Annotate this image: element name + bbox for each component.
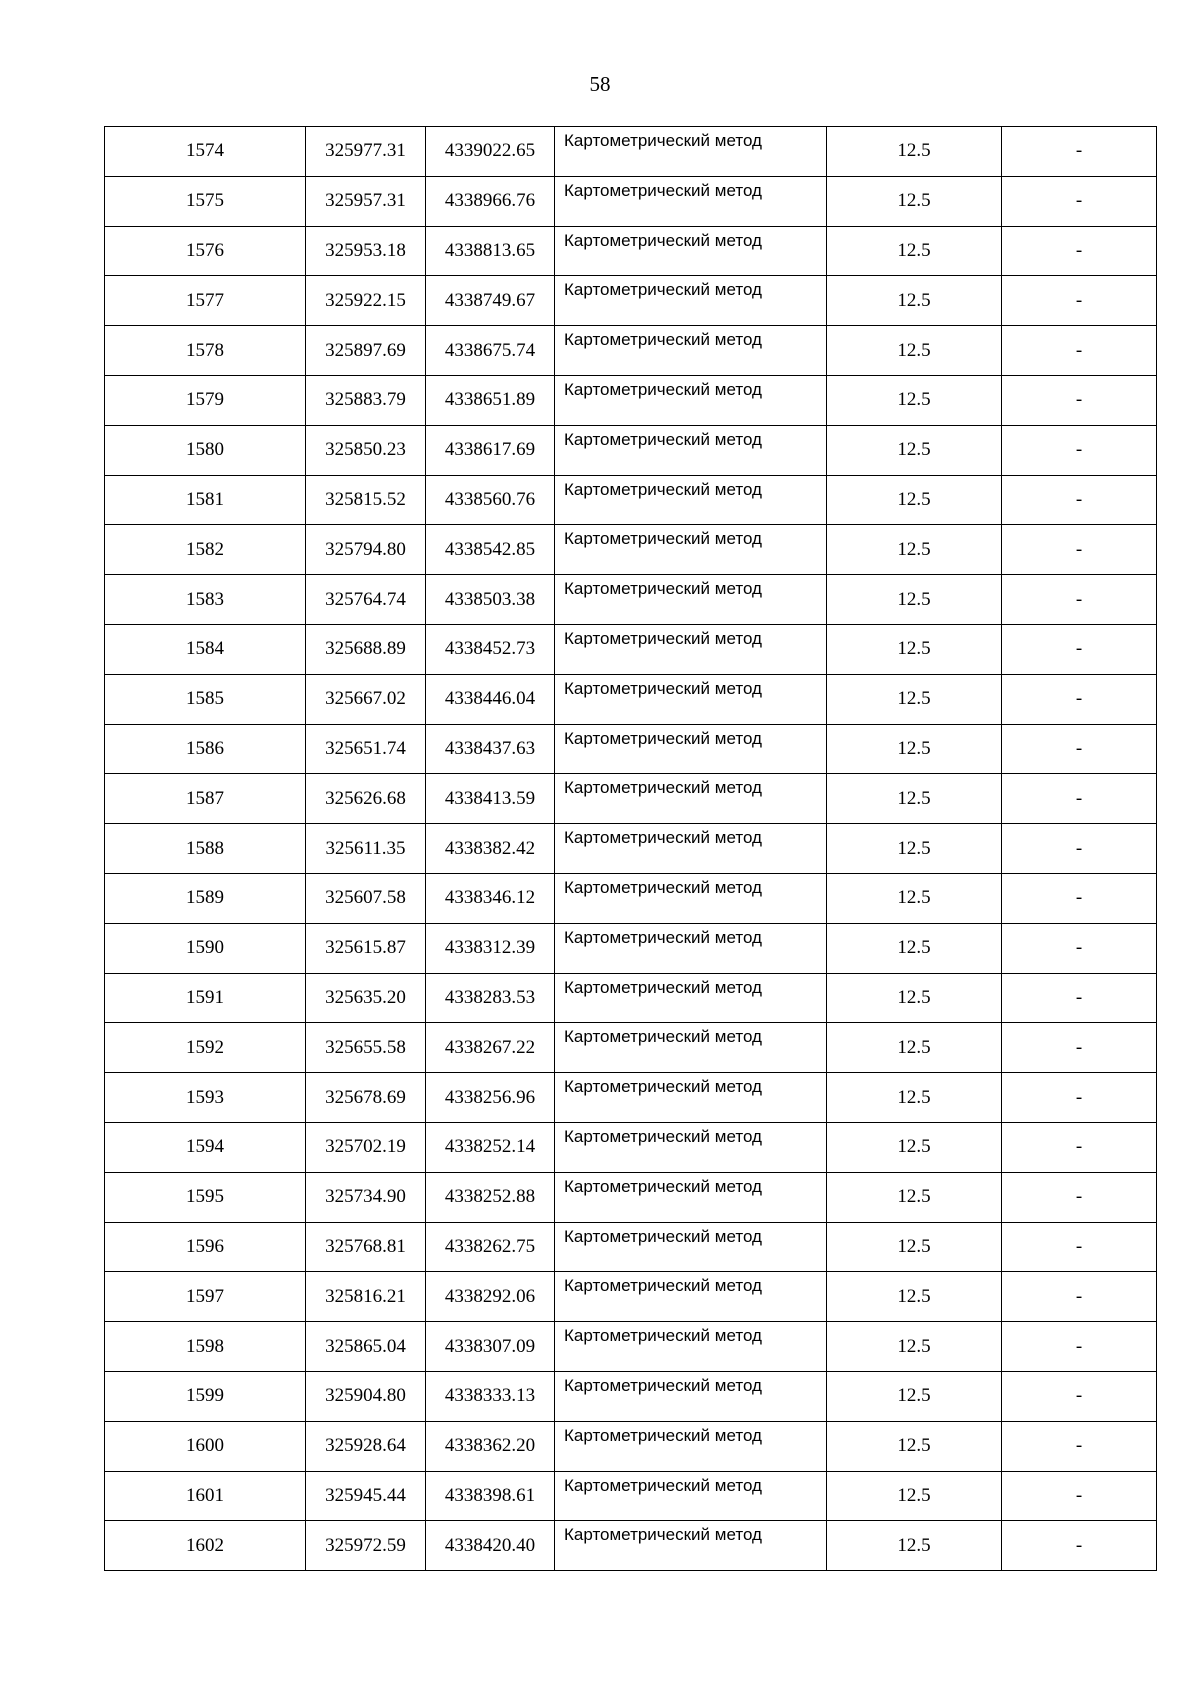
method-cell: Картометрический метод	[555, 1122, 827, 1172]
method-cell: Картометрический метод	[555, 326, 827, 376]
point-number-cell: 1578	[105, 326, 306, 376]
point-number-cell: 1582	[105, 525, 306, 575]
table-row	[105, 276, 1157, 326]
y-coordinate-cell: 4338267.22	[426, 1023, 555, 1073]
method-cell: Картометрический метод	[555, 873, 827, 923]
x-coordinate-cell: 325977.31	[306, 127, 426, 177]
coordinates-table-body	[105, 127, 1157, 1571]
y-coordinate-cell: 4338651.89	[426, 375, 555, 425]
x-coordinate-cell: 325615.87	[306, 923, 426, 973]
table-row	[105, 624, 1157, 674]
description-cell: -	[1002, 1521, 1157, 1571]
description-cell: -	[1002, 326, 1157, 376]
point-number-cell: 1593	[105, 1073, 306, 1123]
x-coordinate-cell: 325945.44	[306, 1471, 426, 1521]
accuracy-cell: 12.5	[827, 1521, 1002, 1571]
x-coordinate-cell: 325904.80	[306, 1371, 426, 1421]
method-cell: Картометрический метод	[555, 525, 827, 575]
description-cell: -	[1002, 624, 1157, 674]
accuracy-cell: 12.5	[827, 1471, 1002, 1521]
accuracy-cell: 12.5	[827, 375, 1002, 425]
table-row	[105, 1172, 1157, 1222]
table-row	[105, 425, 1157, 475]
table-row	[105, 1471, 1157, 1521]
y-coordinate-cell: 4338346.12	[426, 873, 555, 923]
x-coordinate-cell: 325815.52	[306, 475, 426, 525]
table-row	[105, 1371, 1157, 1421]
accuracy-cell: 12.5	[827, 624, 1002, 674]
x-coordinate-cell: 325883.79	[306, 375, 426, 425]
method-cell: Картометрический метод	[555, 973, 827, 1023]
description-cell: -	[1002, 973, 1157, 1023]
page-number: 58	[589, 72, 611, 96]
y-coordinate-cell: 4338292.06	[426, 1272, 555, 1322]
x-coordinate-cell: 325972.59	[306, 1521, 426, 1571]
description-cell: -	[1002, 176, 1157, 226]
table-row	[105, 575, 1157, 625]
point-number-cell: 1585	[105, 674, 306, 724]
accuracy-cell: 12.5	[827, 1322, 1002, 1372]
y-coordinate-cell: 4338446.04	[426, 674, 555, 724]
point-number-cell: 1597	[105, 1272, 306, 1322]
y-coordinate-cell: 4338362.20	[426, 1421, 555, 1471]
x-coordinate-cell: 325865.04	[306, 1322, 426, 1372]
accuracy-cell: 12.5	[827, 176, 1002, 226]
accuracy-cell: 12.5	[827, 1172, 1002, 1222]
x-coordinate-cell: 325794.80	[306, 525, 426, 575]
accuracy-cell: 12.5	[827, 724, 1002, 774]
description-cell: -	[1002, 276, 1157, 326]
table-row	[105, 1122, 1157, 1172]
y-coordinate-cell: 4338307.09	[426, 1322, 555, 1372]
x-coordinate-cell: 325655.58	[306, 1023, 426, 1073]
table-row	[105, 226, 1157, 276]
table-row	[105, 475, 1157, 525]
method-cell: Картометрический метод	[555, 1322, 827, 1372]
point-number-cell: 1588	[105, 824, 306, 874]
point-number-cell: 1594	[105, 1122, 306, 1172]
y-coordinate-cell: 4338966.76	[426, 176, 555, 226]
method-cell: Картометрический метод	[555, 1272, 827, 1322]
method-cell: Картометрический метод	[555, 724, 827, 774]
description-cell: -	[1002, 1073, 1157, 1123]
point-number-cell: 1592	[105, 1023, 306, 1073]
x-coordinate-cell: 325764.74	[306, 575, 426, 625]
description-cell: -	[1002, 226, 1157, 276]
x-coordinate-cell: 325922.15	[306, 276, 426, 326]
x-coordinate-cell: 325850.23	[306, 425, 426, 475]
description-cell: -	[1002, 1322, 1157, 1372]
x-coordinate-cell: 325768.81	[306, 1222, 426, 1272]
table-row	[105, 973, 1157, 1023]
y-coordinate-cell: 4338560.76	[426, 475, 555, 525]
description-cell: -	[1002, 1172, 1157, 1222]
table-row	[105, 774, 1157, 824]
y-coordinate-cell: 4338617.69	[426, 425, 555, 475]
description-cell: -	[1002, 824, 1157, 874]
method-cell: Картометрический метод	[555, 575, 827, 625]
point-number-cell: 1600	[105, 1421, 306, 1471]
accuracy-cell: 12.5	[827, 1222, 1002, 1272]
point-number-cell: 1602	[105, 1521, 306, 1571]
method-cell: Картометрический метод	[555, 375, 827, 425]
description-cell: -	[1002, 1471, 1157, 1521]
accuracy-cell: 12.5	[827, 575, 1002, 625]
method-cell: Картометрический метод	[555, 1521, 827, 1571]
method-cell: Картометрический метод	[555, 425, 827, 475]
accuracy-cell: 12.5	[827, 425, 1002, 475]
x-coordinate-cell: 325816.21	[306, 1272, 426, 1322]
y-coordinate-cell: 4338252.88	[426, 1172, 555, 1222]
point-number-cell: 1591	[105, 973, 306, 1023]
point-number-cell: 1598	[105, 1322, 306, 1372]
description-cell: -	[1002, 1272, 1157, 1322]
table-row	[105, 525, 1157, 575]
method-cell: Картометрический метод	[555, 1371, 827, 1421]
table-row	[105, 1421, 1157, 1471]
description-cell: -	[1002, 1023, 1157, 1073]
method-cell: Картометрический метод	[555, 1023, 827, 1073]
point-number-cell: 1584	[105, 624, 306, 674]
accuracy-cell: 12.5	[827, 674, 1002, 724]
y-coordinate-cell: 4338312.39	[426, 923, 555, 973]
description-cell: -	[1002, 1122, 1157, 1172]
description-cell: -	[1002, 1421, 1157, 1471]
table-row	[105, 724, 1157, 774]
description-cell: -	[1002, 127, 1157, 177]
accuracy-cell: 12.5	[827, 326, 1002, 376]
point-number-cell: 1579	[105, 375, 306, 425]
x-coordinate-cell: 325667.02	[306, 674, 426, 724]
y-coordinate-cell: 4338813.65	[426, 226, 555, 276]
point-number-cell: 1580	[105, 425, 306, 475]
x-coordinate-cell: 325626.68	[306, 774, 426, 824]
table-row	[105, 127, 1157, 177]
description-cell: -	[1002, 674, 1157, 724]
method-cell: Картометрический метод	[555, 674, 827, 724]
description-cell: -	[1002, 724, 1157, 774]
x-coordinate-cell: 325897.69	[306, 326, 426, 376]
accuracy-cell: 12.5	[827, 127, 1002, 177]
description-cell: -	[1002, 475, 1157, 525]
table-row	[105, 1023, 1157, 1073]
description-cell: -	[1002, 525, 1157, 575]
x-coordinate-cell: 325651.74	[306, 724, 426, 774]
accuracy-cell: 12.5	[827, 1122, 1002, 1172]
method-cell: Картометрический метод	[555, 1471, 827, 1521]
accuracy-cell: 12.5	[827, 973, 1002, 1023]
y-coordinate-cell: 4338382.42	[426, 824, 555, 874]
accuracy-cell: 12.5	[827, 824, 1002, 874]
method-cell: Картометрический метод	[555, 176, 827, 226]
method-cell: Картометрический метод	[555, 276, 827, 326]
method-cell: Картометрический метод	[555, 1172, 827, 1222]
table-row	[105, 923, 1157, 973]
accuracy-cell: 12.5	[827, 1023, 1002, 1073]
y-coordinate-cell: 4338252.14	[426, 1122, 555, 1172]
x-coordinate-cell: 325678.69	[306, 1073, 426, 1123]
point-number-cell: 1589	[105, 873, 306, 923]
table-row	[105, 375, 1157, 425]
description-cell: -	[1002, 873, 1157, 923]
y-coordinate-cell: 4338503.38	[426, 575, 555, 625]
table-row	[105, 873, 1157, 923]
y-coordinate-cell: 4338262.75	[426, 1222, 555, 1272]
x-coordinate-cell: 325611.35	[306, 824, 426, 874]
description-cell: -	[1002, 1371, 1157, 1421]
table-row	[105, 176, 1157, 226]
y-coordinate-cell: 4339022.65	[426, 127, 555, 177]
y-coordinate-cell: 4338256.96	[426, 1073, 555, 1123]
method-cell: Картометрический метод	[555, 226, 827, 276]
description-cell: -	[1002, 575, 1157, 625]
y-coordinate-cell: 4338398.61	[426, 1471, 555, 1521]
accuracy-cell: 12.5	[827, 1073, 1002, 1123]
y-coordinate-cell: 4338675.74	[426, 326, 555, 376]
y-coordinate-cell: 4338333.13	[426, 1371, 555, 1421]
accuracy-cell: 12.5	[827, 226, 1002, 276]
y-coordinate-cell: 4338420.40	[426, 1521, 555, 1571]
accuracy-cell: 12.5	[827, 1421, 1002, 1471]
x-coordinate-cell: 325953.18	[306, 226, 426, 276]
point-number-cell: 1590	[105, 923, 306, 973]
point-number-cell: 1599	[105, 1371, 306, 1421]
x-coordinate-cell: 325957.31	[306, 176, 426, 226]
method-cell: Картометрический метод	[555, 774, 827, 824]
point-number-cell: 1586	[105, 724, 306, 774]
method-cell: Картометрический метод	[555, 475, 827, 525]
coordinates-table	[104, 126, 1157, 1571]
accuracy-cell: 12.5	[827, 276, 1002, 326]
table-row	[105, 1521, 1157, 1571]
method-cell: Картометрический метод	[555, 127, 827, 177]
method-cell: Картометрический метод	[555, 1421, 827, 1471]
x-coordinate-cell: 325734.90	[306, 1172, 426, 1222]
table-row	[105, 1222, 1157, 1272]
table-row	[105, 1073, 1157, 1123]
method-cell: Картометрический метод	[555, 624, 827, 674]
method-cell: Картометрический метод	[555, 1073, 827, 1123]
method-cell: Картометрический метод	[555, 824, 827, 874]
x-coordinate-cell: 325702.19	[306, 1122, 426, 1172]
point-number-cell: 1576	[105, 226, 306, 276]
point-number-cell: 1574	[105, 127, 306, 177]
table-row	[105, 326, 1157, 376]
table-row	[105, 674, 1157, 724]
point-number-cell: 1583	[105, 575, 306, 625]
description-cell: -	[1002, 774, 1157, 824]
accuracy-cell: 12.5	[827, 475, 1002, 525]
x-coordinate-cell: 325607.58	[306, 873, 426, 923]
point-number-cell: 1587	[105, 774, 306, 824]
point-number-cell: 1581	[105, 475, 306, 525]
y-coordinate-cell: 4338283.53	[426, 973, 555, 1023]
table-row	[105, 824, 1157, 874]
method-cell: Картометрический метод	[555, 923, 827, 973]
accuracy-cell: 12.5	[827, 923, 1002, 973]
point-number-cell: 1577	[105, 276, 306, 326]
x-coordinate-cell: 325688.89	[306, 624, 426, 674]
accuracy-cell: 12.5	[827, 873, 1002, 923]
point-number-cell: 1596	[105, 1222, 306, 1272]
y-coordinate-cell: 4338542.85	[426, 525, 555, 575]
description-cell: -	[1002, 1222, 1157, 1272]
x-coordinate-cell: 325635.20	[306, 973, 426, 1023]
description-cell: -	[1002, 375, 1157, 425]
point-number-cell: 1601	[105, 1471, 306, 1521]
description-cell: -	[1002, 425, 1157, 475]
y-coordinate-cell: 4338413.59	[426, 774, 555, 824]
accuracy-cell: 12.5	[827, 1371, 1002, 1421]
point-number-cell: 1595	[105, 1172, 306, 1222]
x-coordinate-cell: 325928.64	[306, 1421, 426, 1471]
accuracy-cell: 12.5	[827, 774, 1002, 824]
table-row	[105, 1272, 1157, 1322]
accuracy-cell: 12.5	[827, 1272, 1002, 1322]
accuracy-cell: 12.5	[827, 525, 1002, 575]
method-cell: Картометрический метод	[555, 1222, 827, 1272]
y-coordinate-cell: 4338749.67	[426, 276, 555, 326]
table-row	[105, 1322, 1157, 1372]
description-cell: -	[1002, 923, 1157, 973]
point-number-cell: 1575	[105, 176, 306, 226]
y-coordinate-cell: 4338437.63	[426, 724, 555, 774]
y-coordinate-cell: 4338452.73	[426, 624, 555, 674]
